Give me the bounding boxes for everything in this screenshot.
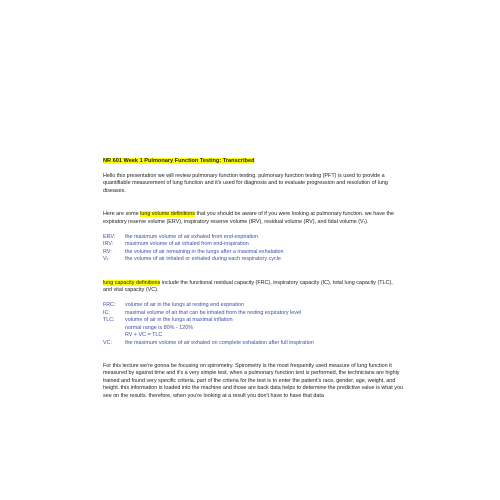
volumes-paragraph [103,211,403,226]
spacer [103,294,403,302]
definition-desc: maximum volume of air inhaled from end-inspiration [125,241,249,248]
volumes-rest: that you should be aware of if you were looking at pulmonary function. we have the expiratory reserve volume (ERV), inspiratory reserve volume (IRV), residual volume (RV), and tidal volume (Vₜ). [103,211,394,225]
volume-definitions-list [103,234,403,264]
definition-row-irv [103,241,403,248]
spacer [103,347,403,363]
definition-row-rv [103,249,403,256]
capacity-definitions-list [103,302,403,346]
intro-paragraph: Hello this presentation we will review pulmonary function testing. pulmonary function testing (PFT) is used to provide a quantifiable measurement of lung function and it's used for diagnosis and to evaluate progression and resolution of lung diseases. [103,173,388,194]
definition-row-ic [103,310,403,317]
definition-term: IC: [103,309,110,316]
spacer [103,226,403,234]
definition-desc: the volume of air inhaled or exhaled during each respiratory cycle [125,256,281,263]
definition-row-frc [103,302,403,309]
definition-term: Vₜ: [103,256,110,263]
definition-term: RV: [103,248,112,255]
volumes-lead: Here are some [103,211,141,218]
definition-desc: the volume of air remaining in the lungs after a maximal exhalation [125,248,284,255]
title-highlight: NR 601 Week 1 Pulmonary Function Testing: Transcribed [103,158,255,164]
definition-row-vc [103,340,403,347]
definition-term: TLC: [103,317,115,324]
definition-term: IRV: [103,241,114,248]
volumes-highlight: lung volume definitions [140,211,195,218]
definition-desc: volume of air in the lungs at resting end expiration [125,302,244,309]
definition-desc: maximal volume of air that can be inhaled from the resting expiratory level [125,309,302,316]
definition-term: VC: [103,339,112,346]
definition-row-vt [103,256,403,263]
spacer [103,165,403,173]
capacities-rest: include the functional residual capacity (FRC), inspiratory capacity (IC), total lung capacity (TLC), and vital capacity (VC). [103,279,393,294]
definition-term: ERV: [103,234,116,241]
document-title [103,157,403,165]
definition-row-erv [103,234,403,241]
definition-row-tlc [103,317,403,324]
document-body [103,157,403,400]
spirometry-paragraph: For this lecture we're gonna be focusing on spirometry. Spirometry is the most frequently used measure of lung function it measured by against time and it's a very simple test. when a pulmonary function test is performed, the technicians are highly trained and found very specific criteria. part of the criteria for the test is to enter the patient's race, gender, age, weight, and height. this information is loaded into the machine and those are back data helps to determine the predictive value is what you see on the results. therefore, when you're looking at a result you don't have to have that data [103,362,403,399]
definition-desc: the maximum volume of air exhaled on complete exhalation after full inspiration [125,339,314,346]
definition-term: FRC: [103,302,116,309]
definition-desc: volume of air in the lungs at maximal inflation [125,317,233,324]
capacities-paragraph [103,280,403,295]
capacities-highlight: lung capacity definitions [103,279,161,286]
definition-desc: the maximum volume of air exhaled from end-expiration [125,234,259,241]
spacer [103,264,403,280]
spacer [103,195,403,211]
tlc-normal-range: normal range is 80% - 120% [125,324,194,331]
tlc-formula: RV + VC = TLC [125,332,163,339]
